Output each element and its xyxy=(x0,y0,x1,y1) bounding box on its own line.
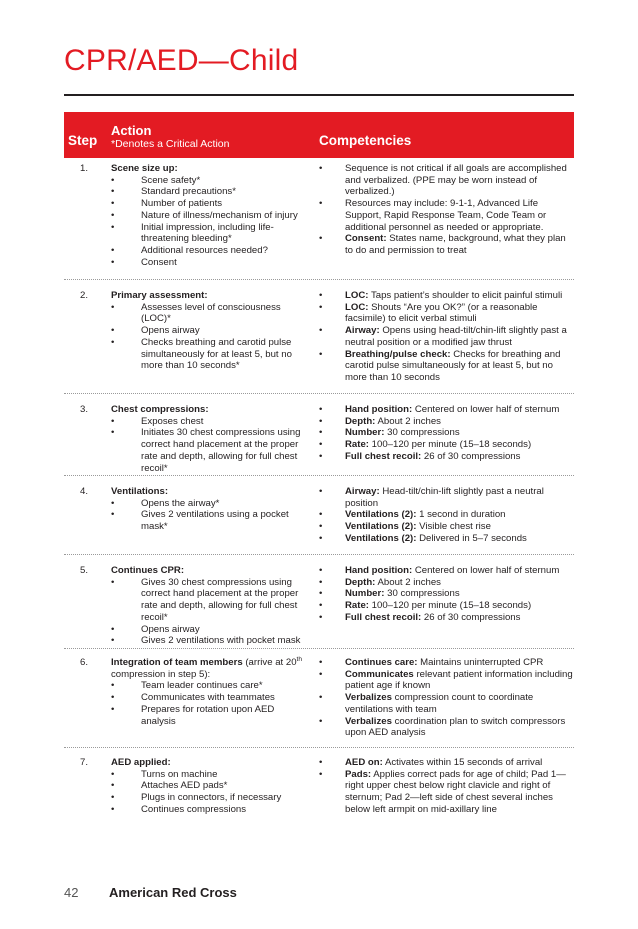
competency-item: • Rate: 100–120 per minute (15–18 seconds) xyxy=(319,600,574,612)
header-competencies: Competencies xyxy=(319,133,412,148)
step-number: 7. xyxy=(80,757,89,768)
footer-brand: American Red Cross xyxy=(109,885,237,900)
competency-item: • Ventilations (2): Delivered in 5–7 seconds xyxy=(319,533,574,545)
action-item: • Consent xyxy=(111,257,311,269)
competency-cell xyxy=(319,486,574,545)
competency-item: • Continues care: Maintains uninterrupted CPR xyxy=(319,657,574,669)
competency-item: • Sequence is not critical if all goals are accomplished and verbalized. (PPE may be worn instead of verbalized.) xyxy=(319,163,574,198)
action-cell xyxy=(111,404,311,474)
action-item: • Checks breathing and carotid pulse simultaneously for at least 5, but no more than 10 seconds* xyxy=(111,337,311,372)
title-divider xyxy=(64,94,574,96)
step-number: 4. xyxy=(80,486,89,497)
action-lead: Ventilations: xyxy=(111,486,169,497)
competency-item: • Pads: Applies correct pads for age of child; Pad 1—right upper chest below right clavicle and right of sternum; Pad 2—left side of chest several inches below left armpit on mid-axillary line xyxy=(319,769,574,816)
action-item: • Continues compressions xyxy=(111,804,311,816)
row-divider xyxy=(64,554,574,555)
row-divider xyxy=(64,648,574,649)
header-action: Action xyxy=(111,123,152,138)
competency-item: • Depth: About 2 inches xyxy=(319,416,574,428)
action-item: • Exposes chest xyxy=(111,416,311,428)
action-lead: Continues CPR: xyxy=(111,565,185,576)
action-item: • Nature of illness/mechanism of injury xyxy=(111,210,311,222)
action-item: • Gives 30 chest compressions using correct hand placement at the proper rate and depth, allowing for full chest recoil* xyxy=(111,577,311,624)
step-number: 5. xyxy=(80,565,89,576)
competency-item: • LOC: Taps patient’s shoulder to elicit painful stimuli xyxy=(319,290,574,302)
action-cell xyxy=(111,290,311,372)
step-number: 6. xyxy=(80,657,89,668)
competency-item: • Number: 30 compressions xyxy=(319,427,574,439)
action-item: • Additional resources needed? xyxy=(111,245,311,257)
step-number: 1. xyxy=(80,163,89,174)
action-item: • Initial impression, including life-threatening bleeding* xyxy=(111,222,311,245)
competency-item: • Full chest recoil: 26 of 30 compressions xyxy=(319,451,574,463)
action-cell xyxy=(111,657,311,727)
row-divider xyxy=(64,393,574,394)
competency-item: • Consent: States name, background, what they plan to do and permission to treat xyxy=(319,233,574,256)
competency-item: • AED on: Activates within 15 seconds of arrival xyxy=(319,757,574,769)
page-title: CPR/AED—Child xyxy=(64,44,299,77)
step-number: 3. xyxy=(80,404,89,415)
competency-cell xyxy=(319,757,574,816)
action-item: • Initiates 30 chest compressions using correct hand placement at the proper rate and depth, allowing for full chest recoil* xyxy=(111,427,311,474)
competency-item: • Verbalizes coordination plan to switch compressors upon AED analysis xyxy=(319,716,574,739)
action-item: • Plugs in connectors, if necessary xyxy=(111,792,311,804)
action-item: • Gives 2 ventilations using a pocket mask* xyxy=(111,509,311,532)
row-divider xyxy=(64,747,574,748)
competency-cell xyxy=(319,163,574,257)
action-item: • Opens airway xyxy=(111,325,311,337)
competency-item: • Ventilations (2): 1 second in duration xyxy=(319,509,574,521)
action-item: • Standard precautions* xyxy=(111,186,311,198)
action-item: • Gives 2 ventilations with pocket mask xyxy=(111,635,311,647)
action-item: • Team leader continues care* xyxy=(111,680,311,692)
competency-item: • Number: 30 compressions xyxy=(319,588,574,600)
action-item: • Prepares for rotation upon AED analysis xyxy=(111,704,311,727)
action-lead: Primary assessment: xyxy=(111,290,208,301)
action-lead: Chest compressions: xyxy=(111,404,209,415)
competency-item: • LOC: Shouts “Are you OK?” (or a reasonable facsimile) to elicit verbal stimuli xyxy=(319,302,574,325)
action-item: • Communicates with teammates xyxy=(111,692,311,704)
action-item: • Number of patients xyxy=(111,198,311,210)
competency-item: • Airway: Head-tilt/chin-lift slightly past a neutral position xyxy=(319,486,574,509)
competency-item: • Full chest recoil: 26 of 30 compressions xyxy=(319,612,574,624)
competency-item: • Resources may include: 9-1-1, Advanced Life Support, Rapid Response Team, Code Team or additional personnel as needed or appropriate. xyxy=(319,198,574,233)
step-number: 2. xyxy=(80,290,89,301)
competency-cell xyxy=(319,290,574,384)
competency-item: • Verbalizes compression count to coordinate ventilations with team xyxy=(319,692,574,715)
action-item: • Assesses level of consciousness (LOC)* xyxy=(111,302,311,325)
competency-item: • Communicates relevant patient information including patient age if known xyxy=(319,669,574,692)
competency-cell xyxy=(319,565,574,624)
action-lead: AED applied: xyxy=(111,757,171,768)
action-cell xyxy=(111,486,311,533)
row-divider xyxy=(64,279,574,280)
header-step: Step xyxy=(68,133,98,148)
page-number: 42 xyxy=(64,885,79,900)
action-item: • Attaches AED pads* xyxy=(111,780,311,792)
row-divider xyxy=(64,475,574,476)
competency-item: • Ventilations (2): Visible chest rise xyxy=(319,521,574,533)
action-cell xyxy=(111,757,311,816)
competency-cell xyxy=(319,404,574,463)
action-item: • Scene safety* xyxy=(111,175,311,187)
competency-cell xyxy=(319,657,574,739)
action-item: • Opens airway xyxy=(111,624,311,636)
competency-item: • Rate: 100–120 per minute (15–18 seconds) xyxy=(319,439,574,451)
table-header xyxy=(64,112,574,158)
action-cell xyxy=(111,565,311,647)
action-lead: Integration of team members (arrive at 20th compression in step 5): xyxy=(111,655,302,680)
competency-item: • Hand position: Centered on lower half of sternum xyxy=(319,404,574,416)
competency-item: • Hand position: Centered on lower half of sternum xyxy=(319,565,574,577)
competency-item: • Depth: About 2 inches xyxy=(319,577,574,589)
competency-item: • Breathing/pulse check: Checks for breathing and carotid pulse simultaneously for at least 5, but no more than 10 seconds xyxy=(319,349,574,384)
competency-item: • Airway: Opens using head-tilt/chin-lift slightly past a neutral position or a modified jaw thrust xyxy=(319,325,574,348)
action-item: • Turns on machine xyxy=(111,769,311,781)
header-action-note: *Denotes a Critical Action xyxy=(111,138,230,150)
action-item: • Opens the airway* xyxy=(111,498,311,510)
action-lead: Scene size up: xyxy=(111,163,178,174)
action-cell xyxy=(111,163,311,268)
